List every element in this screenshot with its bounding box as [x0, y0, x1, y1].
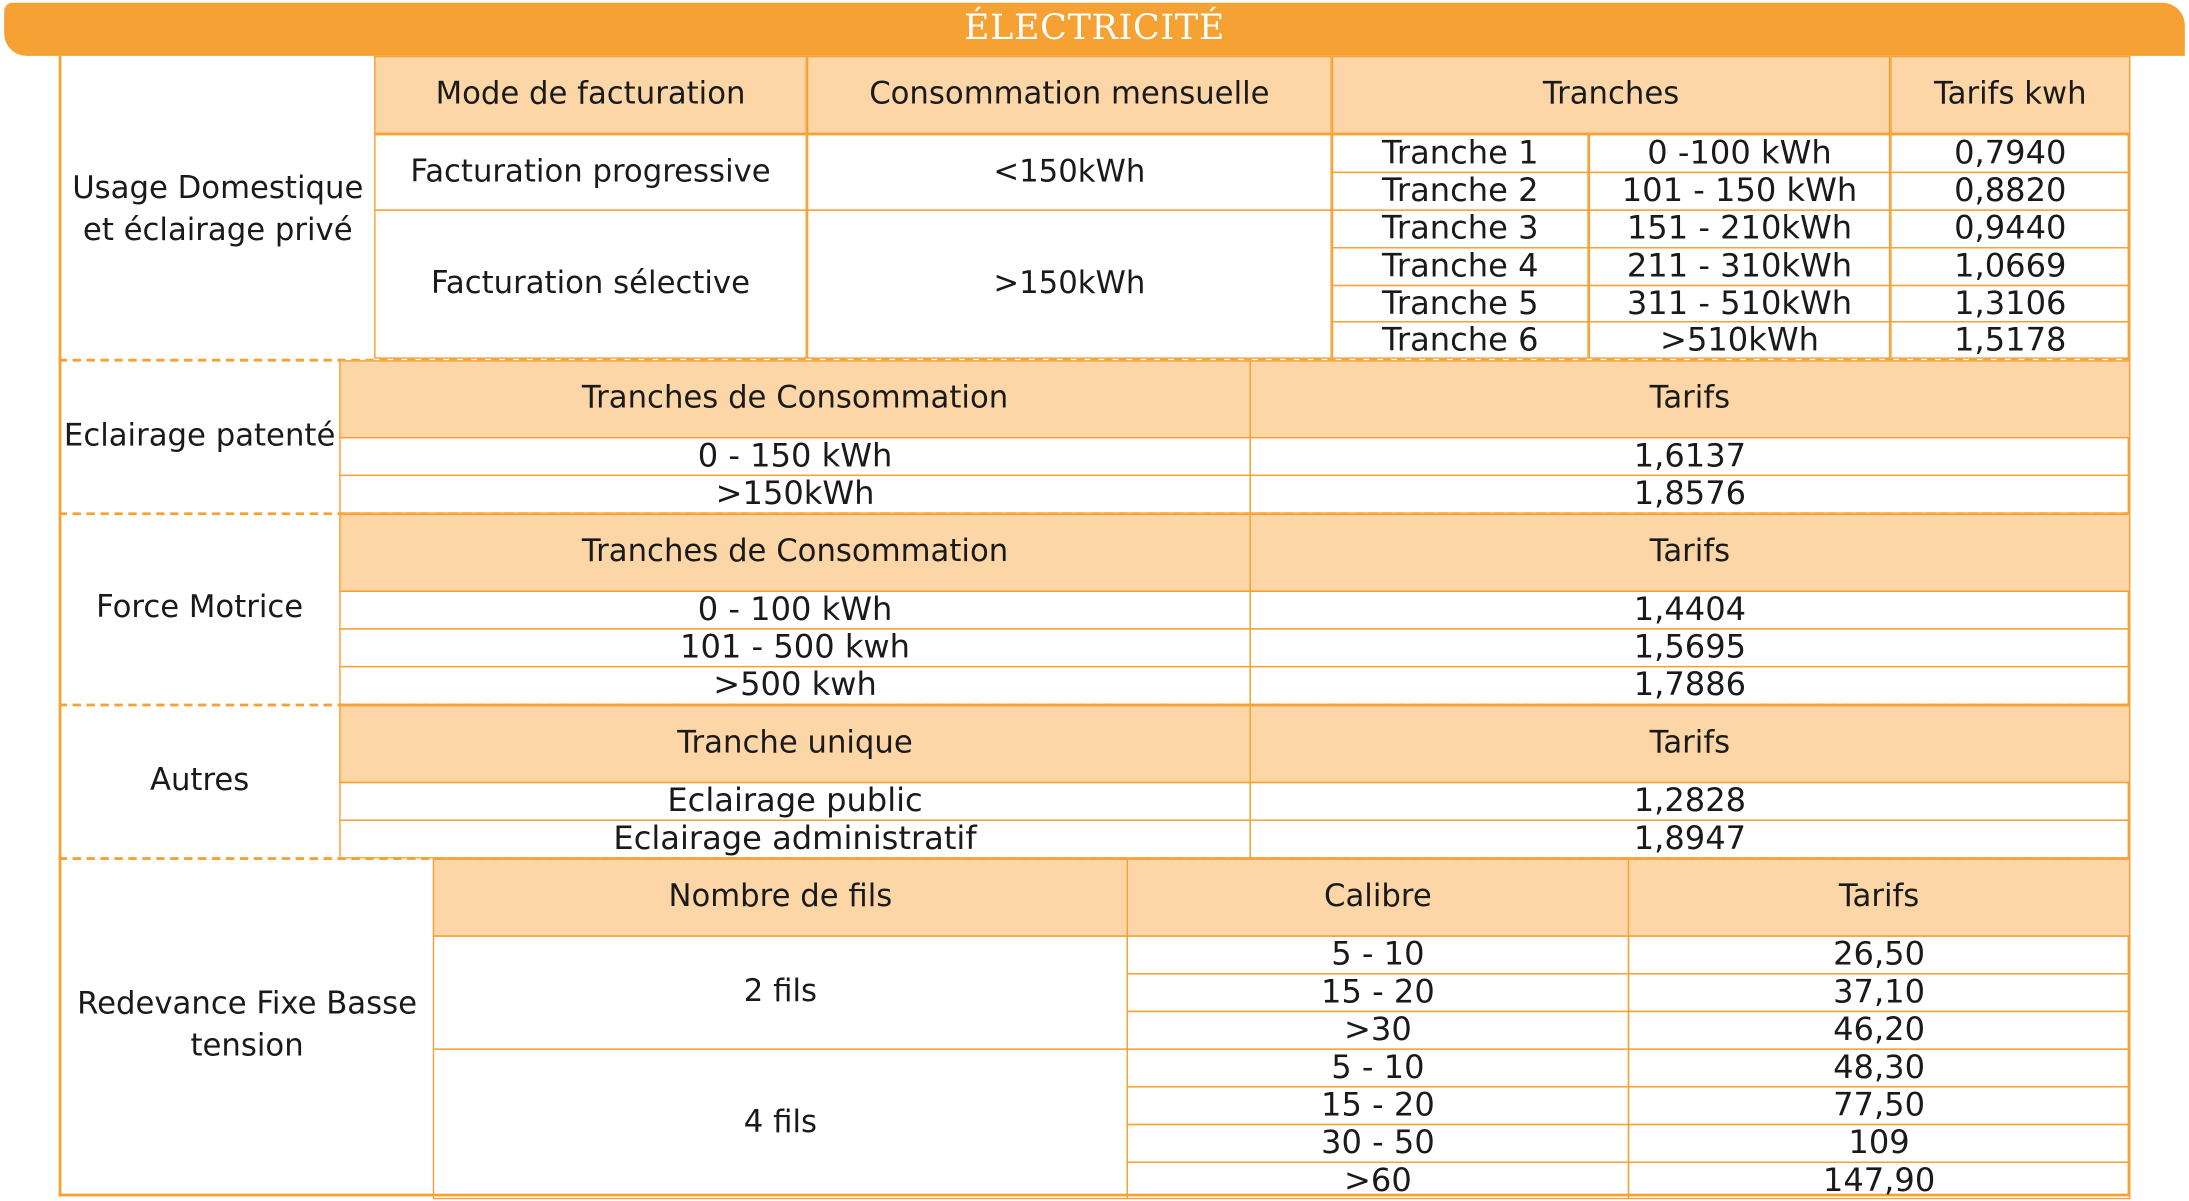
redevance-calibre-2: 15 - 20	[1127, 973, 1630, 1012]
domestique-range-2: 101 - 150 kWh	[1589, 172, 1891, 211]
force-tarif-2: 1,5695	[1249, 628, 2130, 667]
page-title: ÉLECTRICITÉ	[963, 6, 1226, 48]
section-label-force: Force Motrice	[96, 590, 304, 626]
autres-tranche-1: Eclairage public	[339, 782, 1251, 821]
header-tranches: Tranches	[1332, 56, 1890, 134]
domestique-tarif-5: 1,3106	[1890, 285, 2130, 323]
consommation-selective: >150kWh	[807, 209, 1332, 358]
domestique-range-1: 0 -100 kWh	[1589, 134, 1891, 173]
redevance-tarif-1: 26,50	[1628, 935, 2131, 974]
mode-selective: Facturation sélective	[374, 209, 807, 358]
domestique-tarif-3: 0,9440	[1890, 209, 2130, 248]
force-tarif-1: 1,4404	[1249, 591, 2130, 630]
mode-progressive: Facturation progressive	[374, 134, 807, 211]
force-tarif-3: 1,7886	[1249, 666, 2130, 705]
domestique-tranche-4: Tranche 4	[1332, 247, 1589, 286]
force-tranche-1: 0 - 100 kWh	[339, 591, 1251, 630]
redevance-group-2-fils: 2 fils	[433, 935, 1128, 1049]
force-tranche-2: 101 - 500 kwh	[339, 628, 1251, 667]
patente-header-tarifs: Tarifs	[1249, 360, 2130, 438]
patente-header-tranches: Tranches de Consommation	[339, 360, 1251, 438]
redevance-tarif-6: 109	[1628, 1124, 2131, 1163]
domestique-label-line1: Usage Domestique	[72, 171, 364, 207]
redevance-label-line1: Redevance Fixe Basse	[77, 987, 418, 1022]
domestique-tarif-4: 1,0669	[1890, 247, 2130, 286]
autres-tarif-2: 1,8947	[1249, 819, 2130, 858]
domestique-tranche-1: Tranche 1	[1332, 134, 1589, 173]
autres-header-tranche-unique: Tranche unique	[339, 705, 1251, 783]
domestique-tranche-5: Tranche 5	[1332, 285, 1589, 323]
redevance-tarif-7: 147,90	[1628, 1162, 2131, 1200]
consommation-progressive: <150kWh	[807, 134, 1332, 211]
patente-tarif-2: 1,8576	[1249, 475, 2130, 514]
redevance-header-tarifs: Tarifs	[1628, 859, 2131, 937]
domestique-range-5: 311 - 510kWh	[1589, 285, 1891, 323]
domestique-tranche-6: Tranche 6	[1332, 321, 1589, 359]
patente-tranche-2: >150kWh	[339, 475, 1251, 514]
redevance-tarif-2: 37,10	[1628, 973, 2131, 1012]
patente-tarif-1: 1,6137	[1249, 437, 2130, 476]
redevance-group-4-fils: 4 fils	[433, 1048, 1128, 1199]
redevance-label-line2: tension	[190, 1028, 304, 1064]
domestique-tranche-2: Tranche 2	[1332, 172, 1589, 211]
domestique-range-4: 211 - 310kWh	[1589, 247, 1891, 286]
autres-header-tarifs: Tarifs	[1249, 705, 2130, 783]
section-label-domestique	[61, 134, 374, 288]
header-consommation-mensuelle: Consommation mensuelle	[807, 56, 1332, 134]
force-tranche-3: >500 kwh	[339, 666, 1251, 705]
section-label-patente: Eclairage patenté	[63, 418, 336, 454]
redevance-calibre-3: >30	[1127, 1011, 1630, 1050]
domestique-label-line2: et éclairage privé	[82, 213, 353, 249]
force-header-tarifs: Tarifs	[1249, 514, 2130, 592]
domestique-tranche-3: Tranche 3	[1332, 209, 1589, 248]
section-label-redevance	[61, 949, 432, 1103]
force-header-tranches: Tranches de Consommation	[339, 514, 1251, 592]
header-tarifs-kwh: Tarifs kwh	[1890, 56, 2130, 134]
domestique-tarif-1: 0,7940	[1890, 134, 2130, 173]
patente-tranche-1: 0 - 150 kWh	[339, 437, 1251, 476]
redevance-header-nombre-fils: Nombre de fils	[433, 859, 1128, 937]
autres-tranche-2: Eclairage administratif	[339, 819, 1251, 858]
autres-tarif-1: 1,2828	[1249, 782, 2130, 821]
redevance-calibre-5: 15 - 20	[1127, 1086, 1630, 1125]
domestique-tarif-2: 0,8820	[1890, 172, 2130, 211]
redevance-header-calibre: Calibre	[1127, 859, 1630, 937]
redevance-tarif-5: 77,50	[1628, 1086, 2131, 1125]
redevance-calibre-1: 5 - 10	[1127, 935, 1630, 974]
header-mode-facturation: Mode de facturation	[374, 56, 807, 134]
domestique-range-6: >510kWh	[1589, 321, 1891, 359]
section-label-autres: Autres	[149, 762, 250, 798]
redevance-calibre-7: >60	[1127, 1162, 1630, 1200]
domestique-tarif-6: 1,5178	[1890, 321, 2130, 359]
redevance-calibre-4: 5 - 10	[1127, 1048, 1630, 1087]
redevance-tarif-4: 48,30	[1628, 1048, 2131, 1087]
domestique-range-3: 151 - 210kWh	[1589, 209, 1891, 248]
redevance-tarif-3: 46,20	[1628, 1011, 2131, 1050]
redevance-calibre-6: 30 - 50	[1127, 1124, 1630, 1163]
